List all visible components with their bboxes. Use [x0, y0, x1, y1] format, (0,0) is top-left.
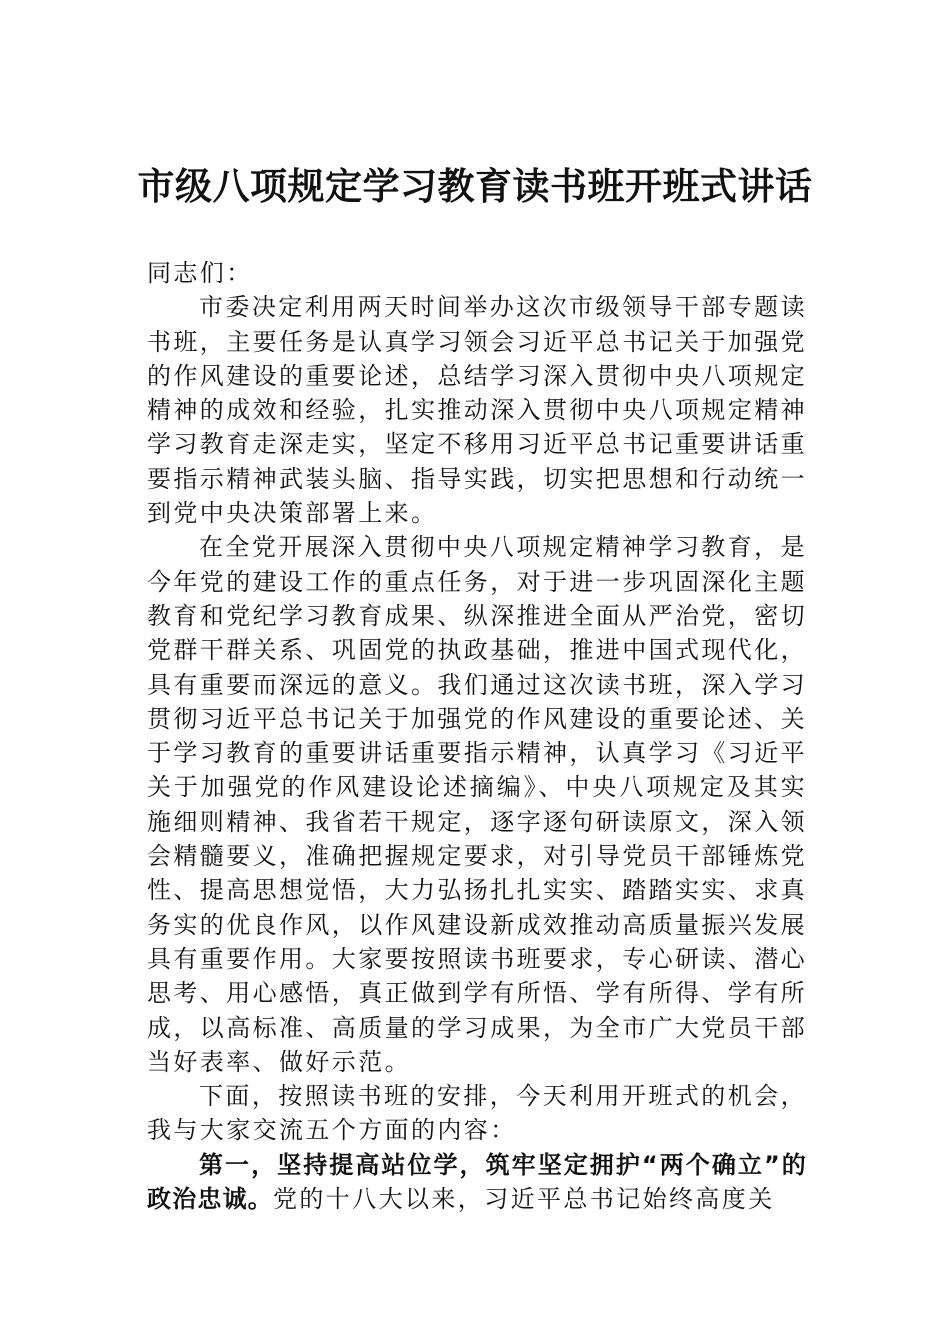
salutation: 同志们：	[147, 259, 253, 287]
document-title: 市级八项规定学习教育读书班开班式讲话	[137, 164, 813, 208]
section-one-paragraph	[147, 1148, 807, 1217]
paragraph-3: 下面，按照读书班的安排，今天利用开班式的机会，我与大家交流五个方面的内容：	[147, 1082, 807, 1145]
paragraph-2: 在全党开展深入贯彻中央八项规定精神学习教育，是今年党的建设工作的重点任务，对于进一步巩固深化主题教育和党纪学习教育成果、纵深推进全面从严治党，密切党群干群关系、巩固党的执政基础，推进中国式现代化，具有重要而深远的意义。我们通过这次读书班，深入学习贯彻习近平总书记关于加强党的作风建设的重要论述、关于学习教育的重要讲话重要指示精神，认真学习《习近平关于加强党的作风建设论述摘编》、中央八项规定及其实施细则精神、我省若干规定，逐字逐句研读原文，深入领会精髓要义，准确把握规定要求，对引导党员干部锤炼党性、提高思想觉悟，大力弘扬扎扎实实、踏踏实实、求真务实的优良作风，以作风建设新成效推动高质量振兴发展具有重要作用。大家要按照读书班要求，专心研读、潜心思考、用心感悟，真正做到学有所悟、学有所得、学有所成，以高标准、高质量的学习成果，为全市广大党员干部当好表率、做好示范。	[147, 533, 807, 1076]
section-one-heading: 第一，坚持提高站位学，筑牢坚定拥护“两个确立”的政治忠诚。	[147, 1150, 807, 1214]
paragraph-1: 市委决定利用两天时间举办这次市级领导干部专题读书班，主要任务是认真学习领会习近平总书记关于加强党的作风建设的重要论述，总结学习深入贯彻中央八项规定精神的成效和经验，扎实推动深入贯彻中央八项规定精神学习教育走深走实，坚定不移用习近平总书记重要讲话重要指示精神武装头脑、指导实践，切实把思想和行动统一到党中央决策部署上来。	[147, 293, 807, 528]
section-one-text: 党的十八大以来，习近平总书记始终高度关	[273, 1185, 775, 1214]
document-body	[147, 256, 807, 1216]
